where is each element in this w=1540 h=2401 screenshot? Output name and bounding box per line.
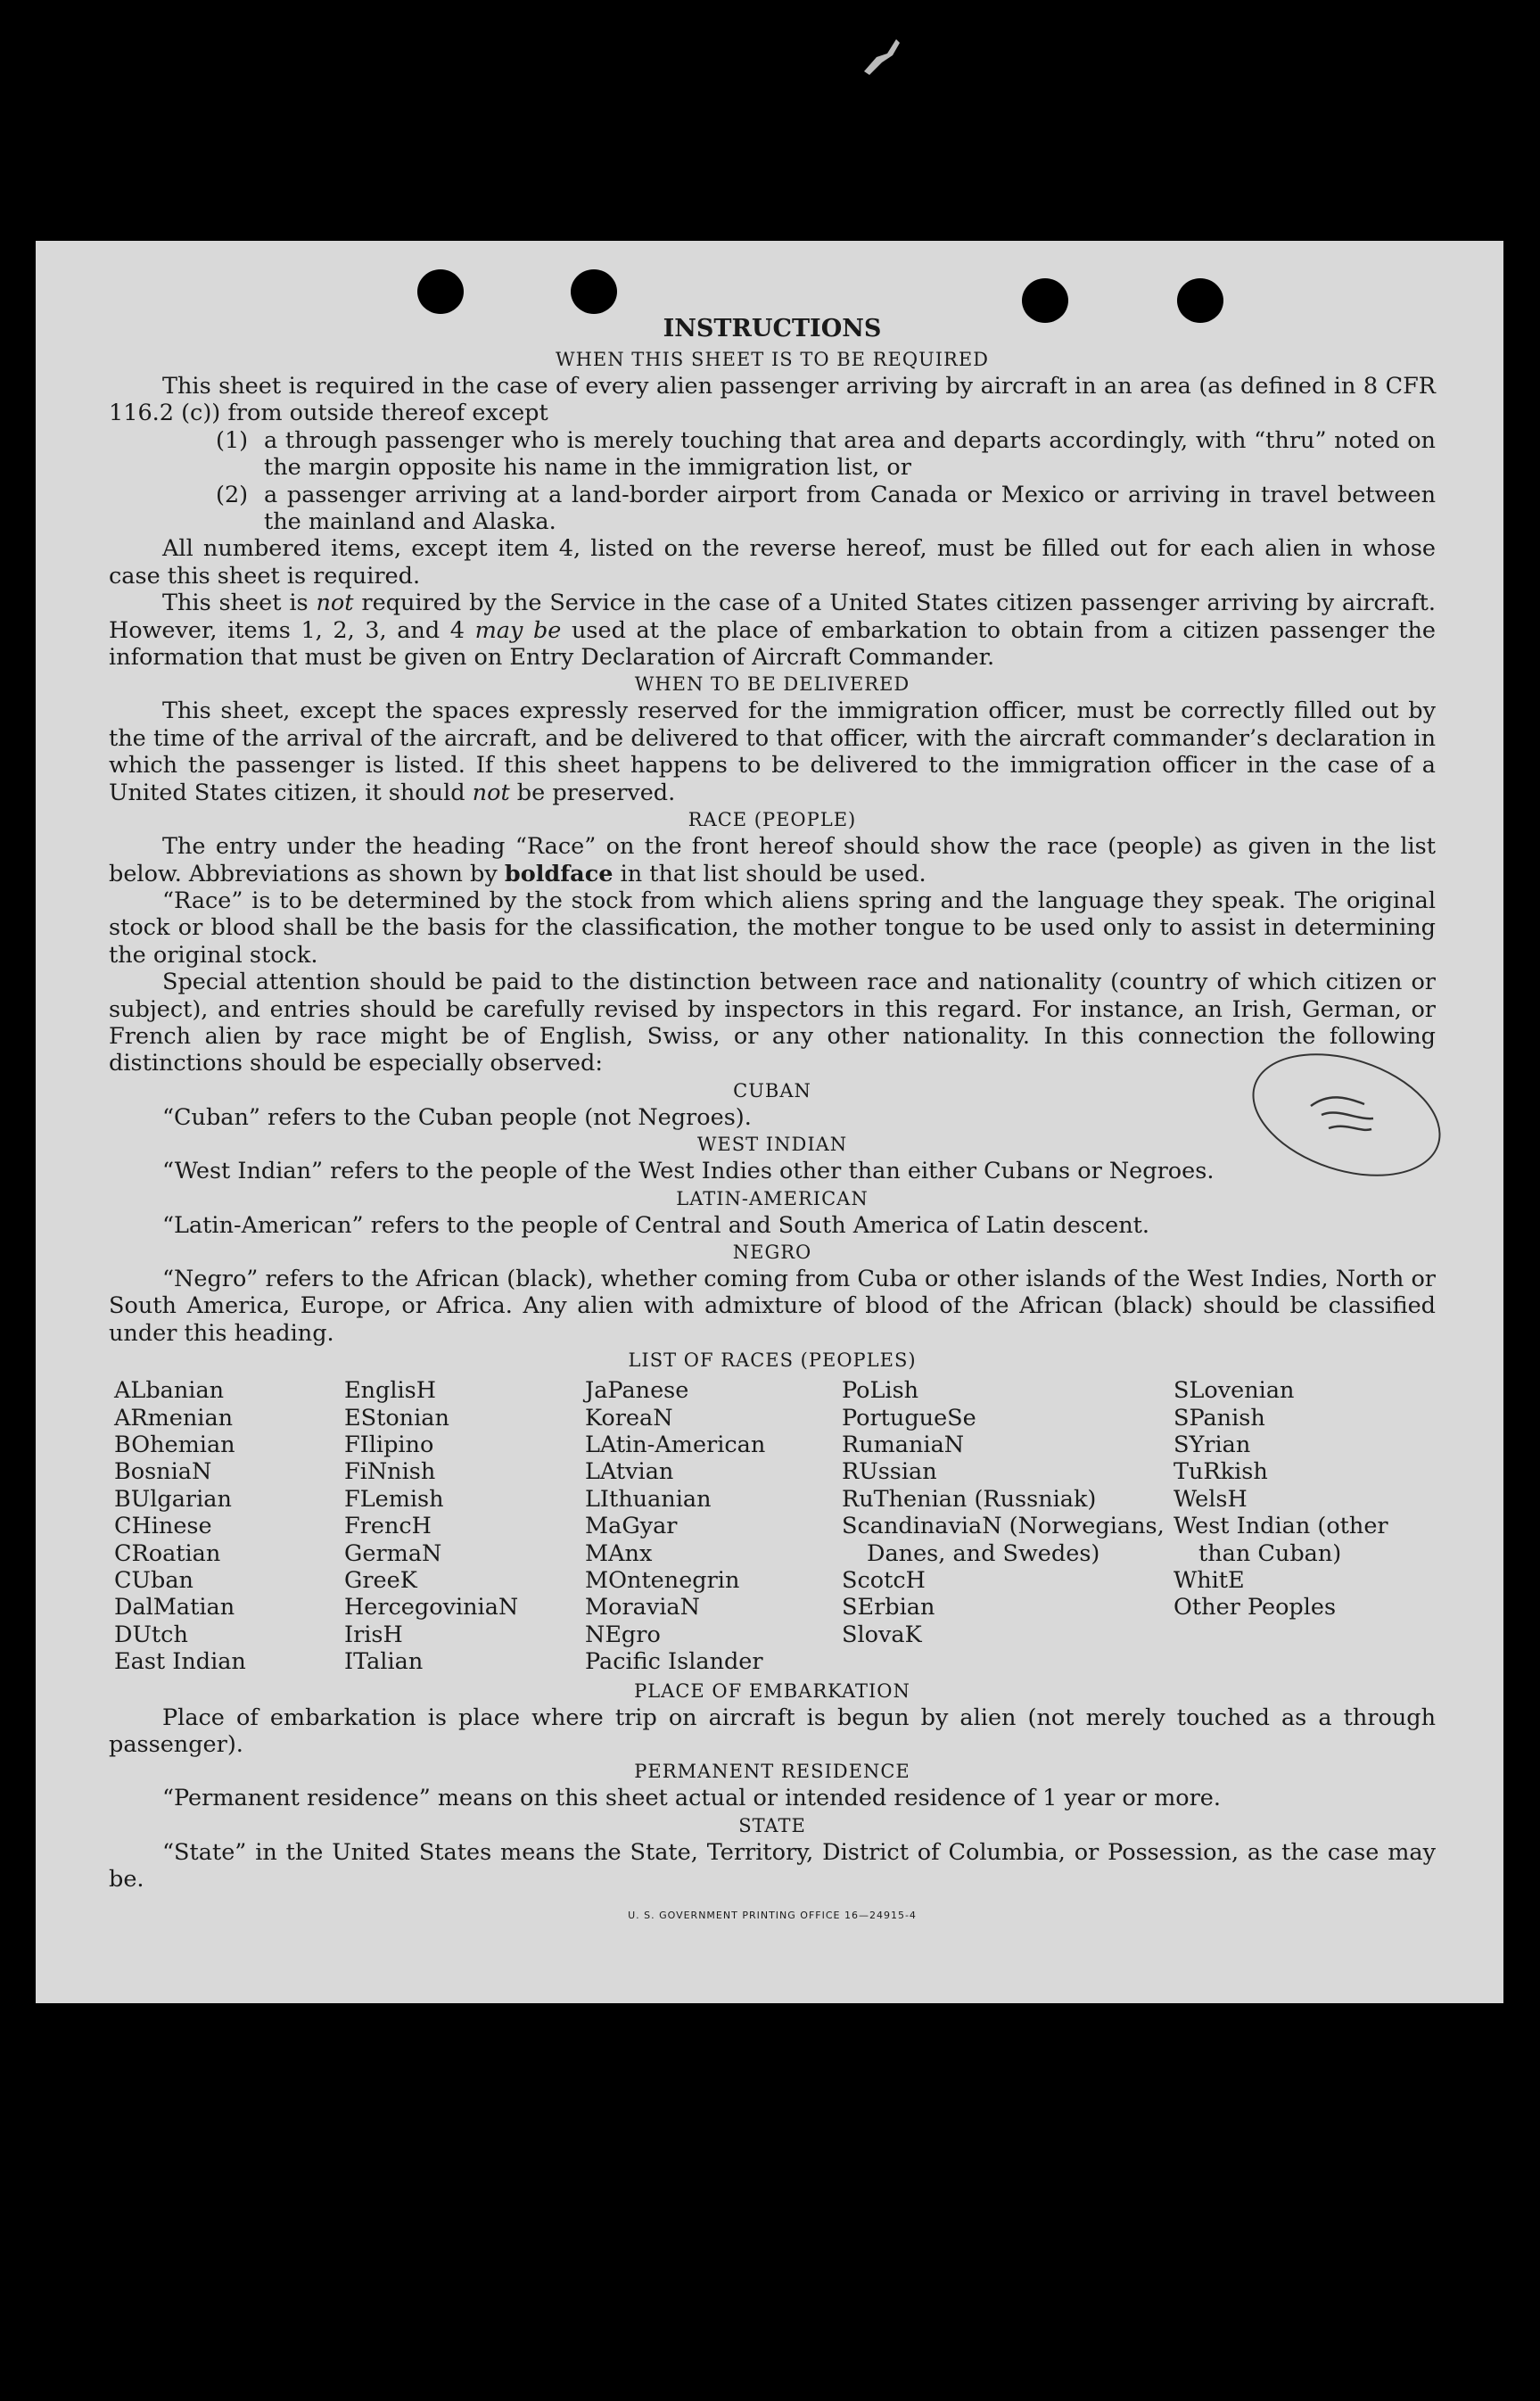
race-entry: SErbian — [842, 1594, 935, 1621]
race-entry: EnglisH — [344, 1377, 436, 1405]
section-heading: RACE (PEOPLE) — [688, 809, 857, 831]
instruction-sheet — [36, 241, 1503, 2003]
text: required by the Service in the case of a United States citizen passenger arriving by aircraft. However, items 1, 2, 3, and 4 — [109, 590, 1437, 644]
race-entry: SPanish — [1174, 1404, 1265, 1432]
text: This sheet, except the spaces expressly reserved for the immigration officer, must be correctly filled out by the time of the arrival of the aircraft, and be delivered to that officer, with the aircraft commander’s declaration in which the passenger is listed. If this sheet happens to be delivered to the immigration officer in the case of a United States citizen, it should — [109, 697, 1436, 806]
race-entry: EStonian — [344, 1404, 449, 1432]
item-number: (2) — [216, 481, 249, 508]
paragraph: “Latin-American” refers to the people of Central and South America of Latin descent. — [162, 1211, 1150, 1239]
race-entry: ARmenian — [114, 1404, 234, 1432]
text: used at the place of embarkation to obtain from a citizen passenger the information that must be given on Entry Declaration of Aircraft Commander. — [109, 616, 1436, 672]
paragraph: “Cuban” refers to the Cuban people (not Negroes). — [162, 1103, 752, 1131]
emphasis: not — [472, 779, 510, 806]
section-heading: WHEN THIS SHEET IS TO BE REQUIRED — [555, 349, 990, 370]
section-heading: LATIN-AMERICAN — [676, 1187, 869, 1209]
race-entry: NEgro — [585, 1621, 661, 1648]
race-entry: GreeK — [344, 1567, 417, 1595]
paragraph — [109, 833, 1436, 887]
races-list — [114, 1377, 1436, 1675]
section-heading: NEGRO — [732, 1241, 812, 1263]
section-heading: STATE — [738, 1814, 806, 1836]
paragraph — [109, 590, 1436, 671]
text: be preserved. — [509, 779, 676, 806]
item-text: a passenger arriving at a land-border airport from Canada or Mexico or arriving in travel between the mainland and Alaska. — [264, 481, 1436, 536]
race-entry: PortugueSe — [842, 1404, 976, 1432]
race-entry: MaGyar — [585, 1513, 678, 1540]
paragraph: “West Indian” refers to the people of the West Indies other than either Cubans or Negroes. — [162, 1158, 1215, 1185]
text: The entry under the heading “Race” on the front hereof should show the race (people) as given in the list below. Abbreviations as shown by — [109, 833, 1436, 887]
paragraph: “Permanent residence” means on this sheet actual or intended residence of 1 year or more. — [162, 1785, 1221, 1812]
section-heading: WEST INDIAN — [696, 1134, 848, 1156]
races-column — [585, 1377, 842, 1675]
paragraph: “Negro” refers to the African (black), whether coming from Cuba or other islands of the West Indies, North or South America, Europe, or Africa. Any alien with admixture of blood of the African (black) should be classified under this heading. — [109, 1265, 1436, 1347]
race-entry: IrisH — [344, 1621, 403, 1648]
race-entry: LIthuanian — [585, 1485, 712, 1513]
text: This sheet is — [162, 590, 317, 617]
printer-imprint: U. S. GOVERNMENT PRINTING OFFICE 16—24915-4 — [628, 1909, 917, 1921]
race-entry: MoraviaN — [585, 1594, 700, 1621]
races-column — [842, 1377, 1174, 1675]
paragraph: All numbered items, except item 4, listed on the reverse hereof, must be filled out for each alien in whose case this sheet is required. — [109, 535, 1436, 590]
race-entry: MAnx — [585, 1539, 653, 1567]
emphasis: not — [316, 590, 354, 617]
race-entry: FIlipino — [344, 1432, 434, 1458]
page-title: INSTRUCTIONS — [663, 315, 882, 342]
race-entry: PoLish — [842, 1377, 919, 1405]
punch-hole — [417, 269, 464, 314]
bold-text: boldface — [504, 860, 614, 887]
section-heading: PLACE OF EMBARKATION — [634, 1679, 910, 1702]
item-number: (1) — [216, 426, 249, 454]
race-entry: MOntenegrin — [585, 1567, 740, 1595]
race-entry: CRoatian — [114, 1539, 221, 1567]
race-entry: DUtch — [114, 1621, 188, 1648]
race-entry: CHinese — [114, 1513, 212, 1540]
race-entry: TuRkish — [1174, 1458, 1268, 1486]
race-entry: FLemish — [344, 1485, 444, 1513]
race-entry: ITalian — [344, 1648, 424, 1676]
race-entry: WelsH — [1174, 1485, 1248, 1513]
emphasis: may be — [474, 616, 562, 644]
text: in that list should be used. — [613, 860, 926, 887]
race-entry: SlovaK — [842, 1621, 922, 1648]
race-entry: SLovenian — [1174, 1377, 1295, 1405]
race-entry: RuThenian (Russniak) — [842, 1485, 1097, 1513]
list-item — [109, 427, 1436, 482]
race-entry: ALbanian — [114, 1377, 225, 1405]
paragraph: “State” in the United States means the State, Territory, District of Columbia, or Possession, as the case may be. — [109, 1838, 1436, 1894]
race-entry: BosniaN — [114, 1458, 212, 1486]
list-item — [109, 482, 1436, 536]
paragraph: Special attention should be paid to the distinction between race and nationality (country of which citizen or subject), and entries should be carefully revised by inspectors in this regard. For instance, an Irish, German, or French alien by race might be of English, Swiss, or any other nationality. In this connection the following distinctions should be especially observed: — [109, 969, 1436, 1077]
race-entry: RUssian — [842, 1458, 937, 1486]
race-entry: Pacific Islander — [585, 1648, 763, 1676]
races-column — [1174, 1377, 1414, 1675]
paragraph — [109, 697, 1436, 806]
race-entry: LAtvian — [585, 1458, 674, 1486]
races-column — [344, 1377, 585, 1675]
race-entry: East Indian — [114, 1648, 246, 1676]
item-text: a through passenger who is merely touching that area and departs accordingly, with “thru” noted on the margin opposite his name in the immigration list, or — [264, 426, 1436, 482]
race-entry: KoreaN — [585, 1404, 673, 1432]
race-entry: DalMatian — [114, 1594, 235, 1621]
race-entry: BUlgarian — [114, 1485, 232, 1513]
race-entry: Other Peoples — [1174, 1594, 1337, 1621]
section-heading: CUBAN — [733, 1079, 811, 1101]
race-entry: BOhemian — [114, 1432, 235, 1458]
paragraph: “Race” is to be determined by the stock from which aliens spring and the language they speak. The original stock or blood shall be the basis for the classification, the mother tongue to be used only to assist in determining the original stock. — [109, 887, 1436, 969]
paragraph: Place of embarkation is place where trip on aircraft is begun by alien (not merely touched as a through passenger). — [109, 1704, 1436, 1759]
section-heading: PERMANENT RESIDENCE — [634, 1761, 910, 1783]
section-heading: WHEN TO BE DELIVERED — [634, 673, 910, 696]
race-entry: FiNnish — [344, 1458, 436, 1486]
race-entry: ScandinaviaN (Norwegians, Danes, and Swedes) — [842, 1513, 1165, 1567]
race-entry: JaPanese — [585, 1377, 689, 1405]
punch-hole — [571, 269, 617, 314]
race-entry: ScotcH — [842, 1567, 926, 1595]
race-entry: CUban — [114, 1567, 194, 1595]
races-column — [114, 1377, 344, 1675]
dust-speck — [861, 36, 905, 80]
race-entry: FrencH — [344, 1513, 432, 1540]
section-heading: LIST OF RACES (PEOPLES) — [628, 1349, 917, 1372]
race-entry: West Indian (other than Cuban) — [1174, 1513, 1388, 1567]
race-entry: WhitE — [1174, 1567, 1245, 1595]
race-entry: RumaniaN — [842, 1432, 965, 1458]
race-entry: SYrian — [1174, 1432, 1251, 1458]
paragraph: This sheet is required in the case of every alien passenger arriving by aircraft in an area (as defined in 8 CFR 116.2 (c)) from outside thereof except — [109, 373, 1436, 427]
race-entry: HercegoviniaN — [344, 1594, 519, 1621]
race-entry: LAtin-American — [585, 1432, 766, 1458]
race-entry: GermaN — [344, 1539, 442, 1567]
